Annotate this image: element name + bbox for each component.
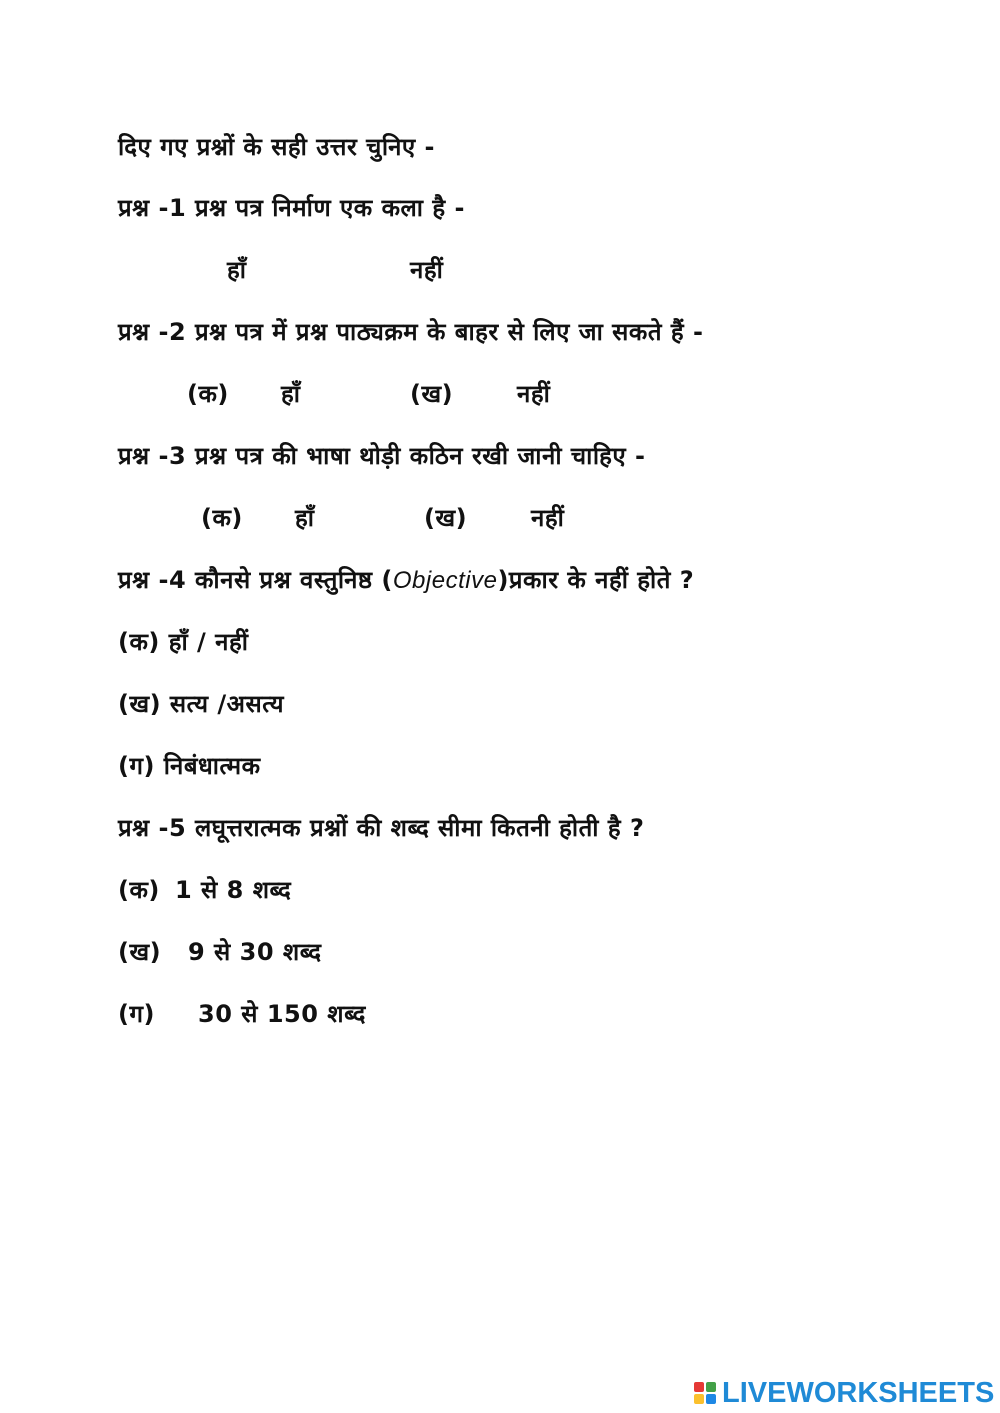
q2-option-b[interactable]: नहीं [517, 380, 551, 408]
q1-option-no[interactable]: नहीं [410, 256, 444, 284]
logo-square-yellow [694, 1394, 704, 1404]
q4-option-a[interactable]: (क) हाँ / नहीं [118, 628, 249, 656]
q3-label-b: (ख) [424, 504, 468, 532]
instructions: दिए गए प्रश्नों के सही उत्तर चुनिए - [118, 133, 436, 161]
question-4 [118, 565, 694, 596]
logo-text: LIVEWORKSHEETS [722, 1376, 995, 1409]
q5-label-a: (क) [118, 876, 160, 904]
question-1: प्रश्न -1 प्रश्न पत्र निर्माण एक कला है - [118, 194, 465, 222]
question-5: प्रश्न -5 लघूत्तरात्मक प्रश्नों की शब्द सीमा कितनी होती है ? [118, 814, 645, 842]
q3-option-b[interactable]: नहीं [531, 504, 565, 532]
q2-option-a[interactable]: हाँ [281, 380, 301, 408]
logo-square-blue [706, 1394, 716, 1404]
q4-text-before: प्रश्न -4 कौनसे प्रश्न वस्तुनिष्ठ ( [118, 566, 393, 594]
q5-label-c: (ग) [118, 1000, 155, 1028]
q4-text-after: )प्रकार के नहीं होते ? [497, 566, 695, 594]
q4-option-c[interactable]: (ग) निबंधात्मक [118, 752, 261, 780]
q5-option-a[interactable]: 1 से 8 शब्द [175, 876, 292, 904]
q3-option-a[interactable]: हाँ [295, 504, 315, 532]
q4-text-english: Objective [392, 567, 498, 594]
q2-label-b: (ख) [410, 380, 454, 408]
q5-label-b: (ख) [118, 938, 162, 966]
q3-label-a: (क) [201, 504, 243, 532]
q4-option-b[interactable]: (ख) सत्य /असत्य [118, 690, 285, 718]
q5-option-b[interactable]: 9 से 30 शब्द [188, 938, 322, 966]
q5-option-c[interactable]: 30 से 150 शब्द [198, 1000, 366, 1028]
q2-label-a: (क) [187, 380, 229, 408]
logo-mark-icon [694, 1382, 716, 1404]
logo-square-red [694, 1382, 704, 1392]
q1-option-yes[interactable]: हाँ [227, 256, 247, 284]
logo-square-green [706, 1382, 716, 1392]
liveworksheets-logo [694, 1375, 994, 1411]
question-2: प्रश्न -2 प्रश्न पत्र में प्रश्न पाठ्यक्रम के बाहर से लिए जा सकते हैं - [118, 318, 704, 346]
question-3: प्रश्न -3 प्रश्न पत्र की भाषा थोड़ी कठिन रखी जानी चाहिए - [118, 442, 646, 470]
